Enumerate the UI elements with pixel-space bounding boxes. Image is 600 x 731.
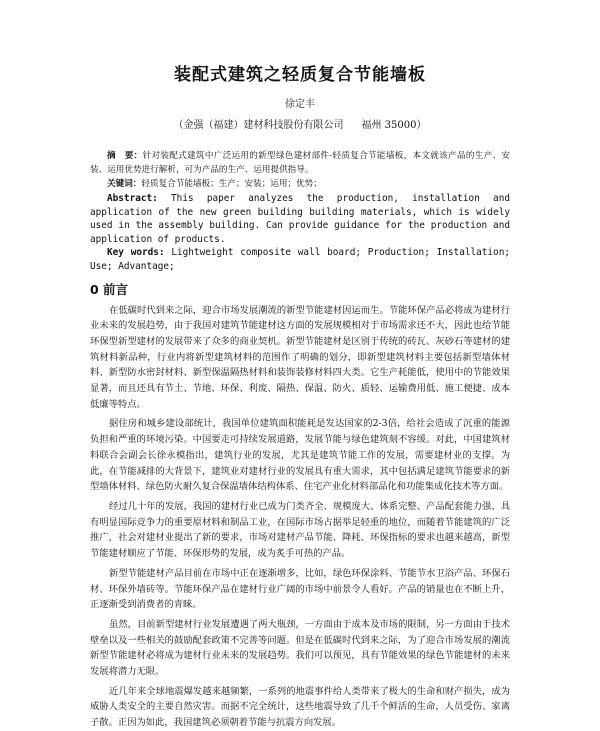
author-name: 徐定丰 xyxy=(285,99,315,110)
body-paragraph: 经过几十年的发展，我国的建材行业已成为门类齐全、规模庞大、体系完整、产品配套能力强、具有明显国际竞争力的重要原材料和制品工业，在国际市场占据举足轻重的地位，而随着节能建筑的广泛推广，社会对建材业提出了新的要求，市场对建材产品节能、降耗、环保指标的要求也越来越高，新型节能建材顺应了节能、环保形势的发展，成为炙手可热的产品。 xyxy=(90,501,510,560)
affiliation-line xyxy=(90,116,510,131)
abstract-cn-text: 针对装配式建筑中广泛运用的新型绿色建材部件-轻质复合节能墙板，本文就该产品的生产、安装、运用优势进行解析，可为产品的生产、运用提供指导。 xyxy=(90,151,510,175)
body-paragraph: 虽然，目前新型建材行业发展遭遇了两大瓶颈，一方面由于成本及市场的限制，另一方面由于技术壁垒以及一些相关的鼓励配套政策不完善等问题。但是在低碳时代到来之际，为了迎合市场发展的潮流新型节能建材必将成为建材行业未来的发展趋势。我们可以预见，具有节能效果的绿色节能建材的未来发展将潜力无限。 xyxy=(90,618,510,678)
paper-title: 装配式建筑之轻质复合节能墙板 xyxy=(174,65,426,85)
keywords-cn-label: 关键词： xyxy=(107,179,142,189)
keywords-en-label: Key words: xyxy=(107,247,165,259)
section-heading: 0 前言 xyxy=(90,281,129,297)
city-postcode: 福州 35000） xyxy=(361,120,427,131)
body-paragraph: 近几年来全球地震爆发越来越频繁，一系列的地震事件给人类带来了极大的生命和财产损失，成为威胁人类安全的主要自然灾害。而据不完全统计，这些地震导致了几千个鲜活的生命，人员受伤、家离子散。正因为如此，我国建筑必须朝着节能与抗震方向发展。 xyxy=(90,685,510,729)
keywords-cn xyxy=(90,177,510,191)
affiliation: （金强（福建）建材科技股份有限公司 xyxy=(173,120,344,131)
abstract-en-text: This paper analyzes the production, installation and application of the new green building building materials, which is widely used in the assembly building. Can provide guidance for the production and application of products. xyxy=(90,193,510,245)
abstract-cn-label: 摘 要： xyxy=(107,151,143,161)
abstract-cn xyxy=(90,149,510,177)
body-paragraph: 据住房和城乡建设部统计，我国单位建筑面积能耗是发达国家的2-3倍，给社会造成了沉重的能源负担和严重的环境污染。中国要走可持续发展道路，发展节能与绿色建筑刻不容缓。对此，中国建筑材料联合会副会长徐永模指出，建筑行业的发展，尤其是建筑节能工作的发展，需要建材业的支撑。为此，在节能减排的大背景下，建筑业对建材行业的发展具有重大需求，其中包括满足建筑节能要求的新型墙体材料、绿色防火耐久复合保温墙体结构体系、住宅产业化材料部品化和功能集成化技术等方面。 xyxy=(90,418,510,493)
keywords-en-text: Lightweight composite wall board; Production; Installation; Use; Advantage; xyxy=(90,247,510,272)
abstract-en-label: Abstract: xyxy=(107,193,158,204)
body-paragraph: 在低碳时代到来之际，迎合市场发展潮流的新型节能建材因运而生。节能环保产品必将成为建材行业未来的发展趋势，由于我国对建筑节能建材这方面的发展规模相对于市场需求还不大，因此也给节能环保型新型建材的发展带来了众多的商业契机。新型节能建材是区别于传统的砖瓦、灰砂石等建材的建筑材料新品种，行业内将新型建筑材料的范围作了明确的划分，即新型建筑材料主要包括新型墙体材料、新型防水密封材料、新型保温隔热材料和装饰装修材料四大类。它生产耗能低，使用中的节能效果显著，而且还具有节土、节地、环保、利废、隔热、保温、防火、质轻、运输费用低、施工便捷、成本低廉等特点。 xyxy=(90,304,510,410)
body-paragraph: 新型节能建材产品目前在市场中正在逐渐增多，比如，绿色环保涂料、节能节水卫浴产品、环保石材、环保外墙砖等。节能环保产品在建材行业广阔的市场中前景令人看好。产品的销量也在不断上升，正逐渐受到消费者的青睐。 xyxy=(90,567,510,611)
keywords-cn-text: 轻质复合节能墙板；生产；安装；运用；优势； xyxy=(141,179,322,189)
keywords-en xyxy=(90,246,510,273)
abstract-en xyxy=(90,192,510,246)
